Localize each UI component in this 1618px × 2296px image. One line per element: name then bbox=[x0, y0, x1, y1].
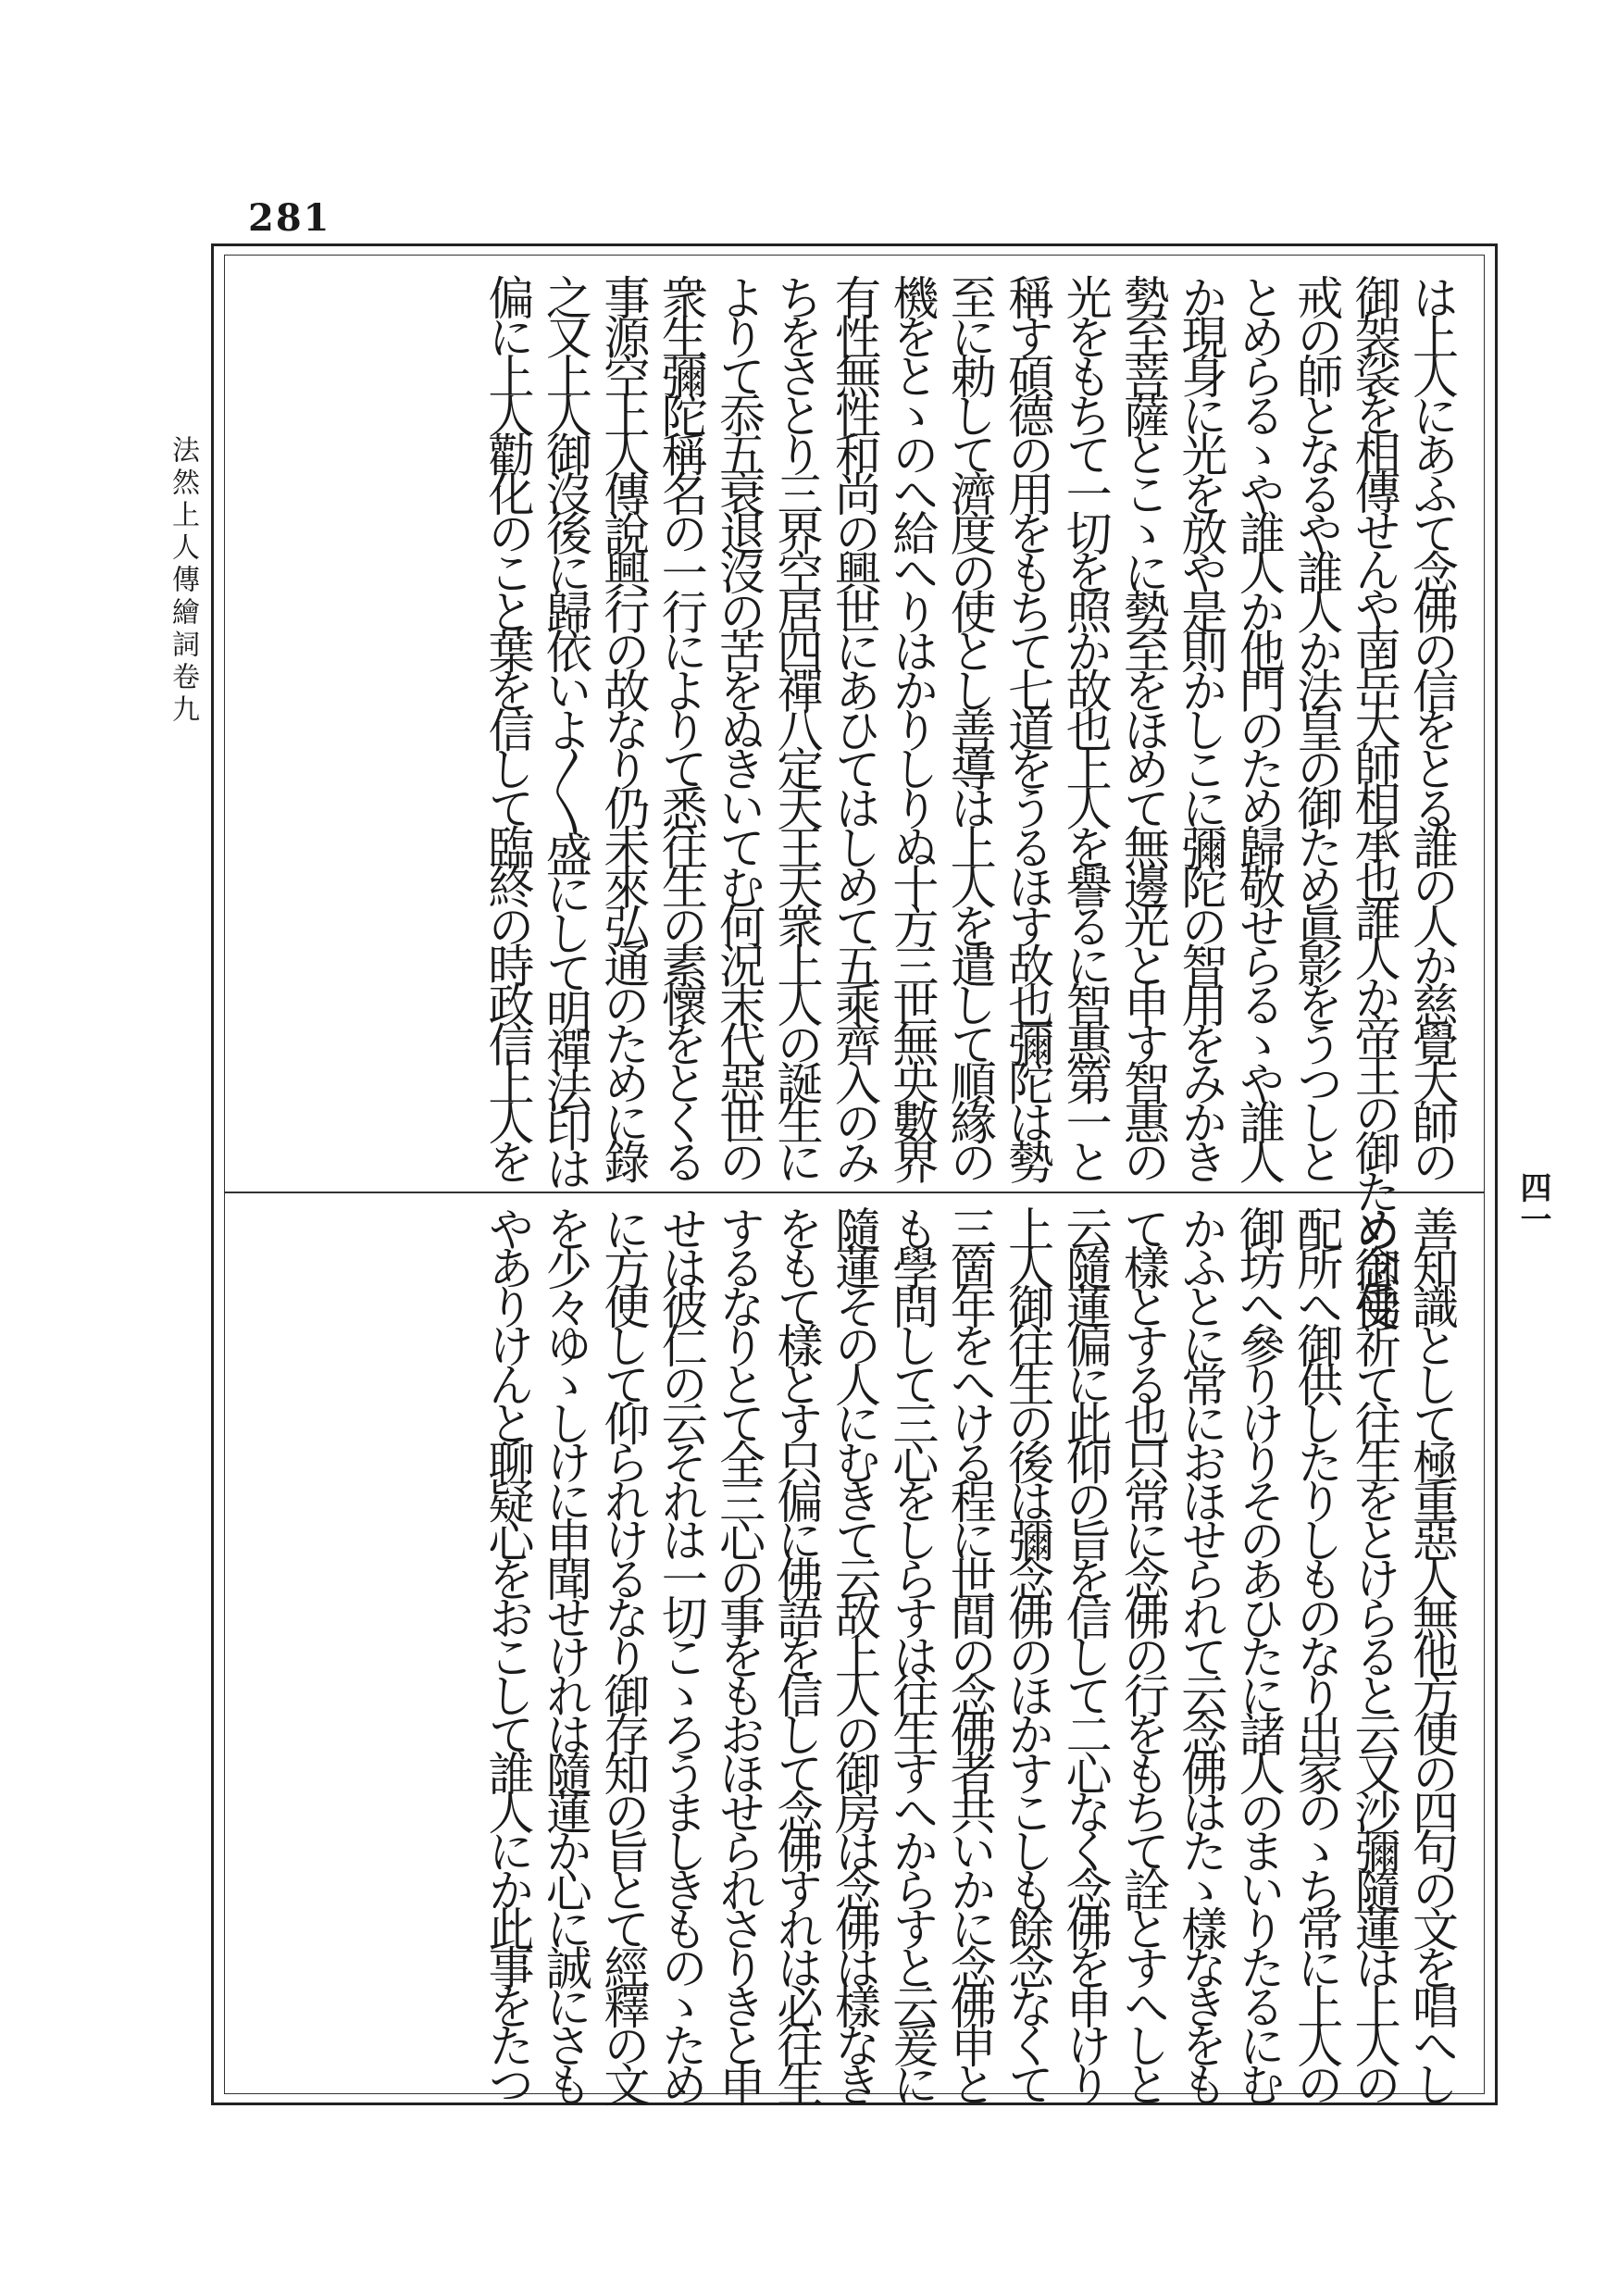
text-line: 機をとゝのへ給へりはかりしりぬ十方三世無央數界 bbox=[885, 274, 940, 1178]
text-line: 偏に上人勸化のこと葉を信して臨終の時政信上人を bbox=[480, 274, 535, 1179]
text-line: やありけんと聊疑心をおこして誰人にか此事をたつ bbox=[480, 1205, 535, 2100]
text-line: 之又上人御沒後に歸依いよ〳〵盛にして明禪法印は bbox=[538, 274, 592, 1185]
text-line: せは彼仁の云それは一切こゝろうましきものゝため bbox=[653, 1205, 708, 2100]
text-line: するなりとて全三心の事をもおほせられさりきと申 bbox=[712, 1205, 766, 2100]
text-line: も學問して三心をしらすは往生すへからすと云爰に bbox=[885, 1205, 940, 2100]
text-line: 配所へ御供したりしものなり出家のゝち常に上人の bbox=[1289, 1205, 1344, 2100]
text-line: 善知識として極重惡人無他方便の四句の文を唱へし bbox=[1405, 1205, 1459, 2100]
text-line: 稱す碩德の用をもちて七道をうるほす故也彌陀は勢 bbox=[1001, 274, 1055, 1179]
text-line: か現身に光を放や是則かしこに彌陀の智用をみかき bbox=[1174, 274, 1228, 1179]
running-title: 法然上人傳繪詞卷九 bbox=[167, 435, 199, 727]
text-line: 有性無性和尚の興世にあひてはしめて五乘齊入のみ bbox=[827, 274, 881, 1179]
text-line: をもて樣とす只偏に佛語を信して念佛すれは必往生 bbox=[769, 1205, 824, 2100]
upper-text-block bbox=[246, 274, 1461, 1324]
text-line: め念佛祈て往生をとけらると云又沙彌隨蓮は上人の bbox=[1347, 1205, 1401, 2100]
text-line: 至に勅して濟度の使とし善導は上人を遣して順緣の bbox=[942, 274, 997, 1179]
text-line: よりて忝五衰退沒の苦をぬきいてむ何況末代惡世の bbox=[712, 274, 766, 1178]
text-line: 御坊へ參りけりそのあひたに諸人のまいりたるにむ bbox=[1231, 1205, 1286, 2100]
text-line: て樣とする也只常に念佛の行をもちて詮とすへしと bbox=[1115, 1205, 1170, 2100]
text-line: 上人御往生の後は彌念佛のほかすこしも餘念なくて bbox=[1001, 1205, 1055, 2100]
text-line: 御袈裟を相傳せんや南岳大師相承也誰人か帝王の御ため御受 bbox=[1347, 274, 1401, 1324]
text-line: 光をもちて一切を照か故也上人を譽るに智惠第一と bbox=[1058, 274, 1113, 1178]
text-line: に方便して仰られけるなり御存知の旨とて經釋の文 bbox=[596, 1205, 651, 2100]
text-line: 隨蓮その人にむきて云故上人の御房は念佛は樣なき bbox=[827, 1205, 881, 2100]
text-line: 勢至菩薩とこゝに勢至をほめて無邊光と申す智惠の bbox=[1115, 274, 1170, 1179]
page-number: 281 bbox=[248, 196, 331, 240]
text-line: とめらるゝや誰人か他門のため歸敬せらるゝや誰人 bbox=[1231, 274, 1286, 1179]
lower-text-block bbox=[246, 1205, 1461, 2100]
text-line: ちをさとり三界空居四禪八定天王天衆上人の誕生に bbox=[769, 274, 824, 1178]
text-line: かふとに常におほせられて云念佛はたゝ樣なきをも bbox=[1174, 1205, 1228, 2100]
text-line: 事源空上人傳說興行の故なり仍未來弘通のために錄 bbox=[596, 274, 651, 1179]
text-line: 衆生彌陀稱名の一行によりて悉往生の素懷をとくる bbox=[653, 274, 708, 1179]
text-line: は上人にあふて念佛の信をとる誰の人か慈覺大師の bbox=[1405, 274, 1459, 1179]
folio-number: 四一 bbox=[1514, 1171, 1551, 1234]
text-line: 三箇年をへける程に世間の念佛者共いかに念佛申と bbox=[942, 1205, 997, 2100]
text-line: 云隨蓮偏に此仰の旨を信して二心なく念佛を申けり bbox=[1058, 1205, 1113, 2100]
section-divider bbox=[224, 1192, 1485, 1193]
text-line: を少々ゆゝしけに申聞せけれは隨蓮か心に誠にさも bbox=[538, 1205, 592, 2100]
text-line: 戒の師となるや誰人か法皇の御ため眞影をうつしと bbox=[1289, 274, 1344, 1179]
